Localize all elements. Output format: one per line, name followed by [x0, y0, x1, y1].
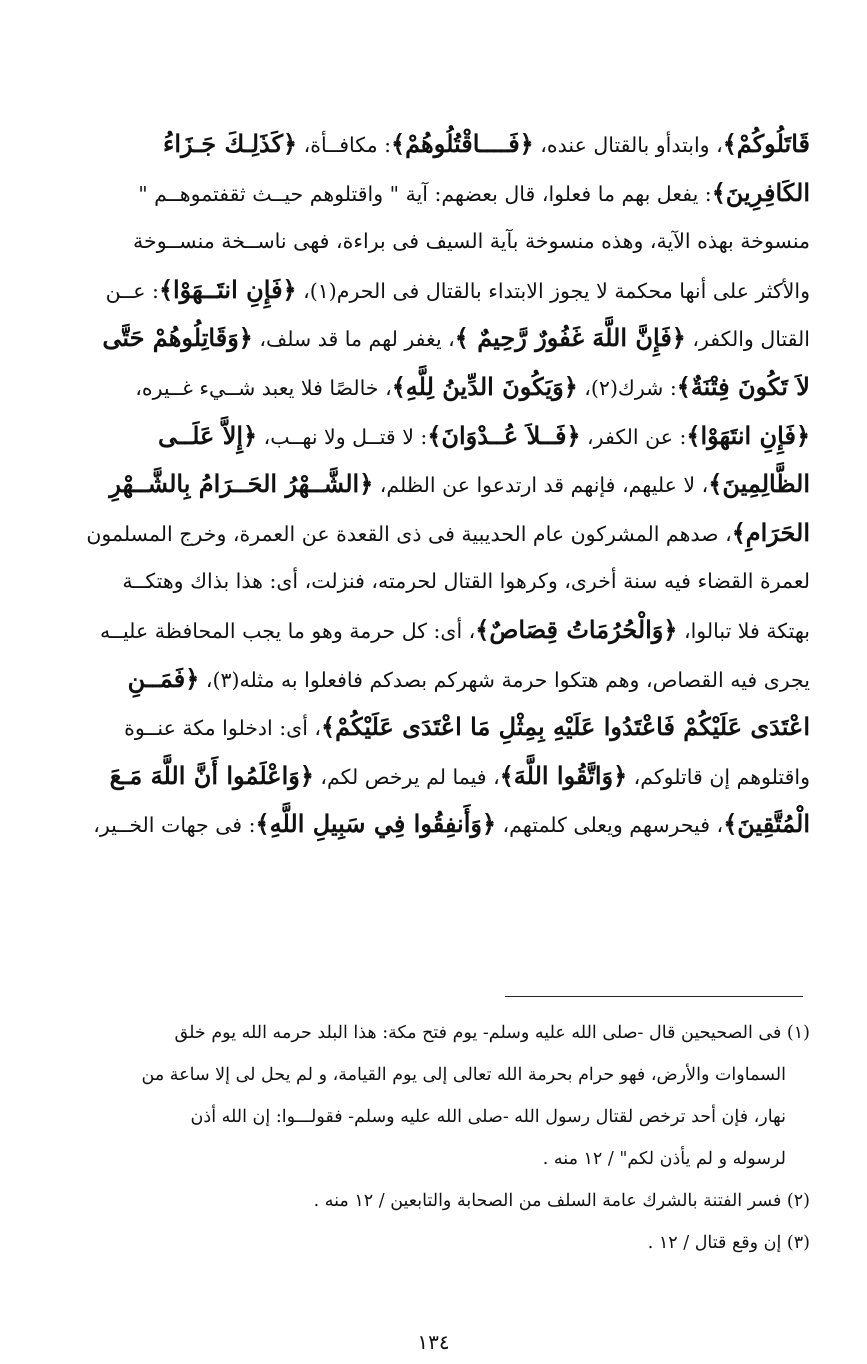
text-line — [58, 655, 810, 704]
commentary-text: واقتلوهم إن قاتلوكم، — [627, 764, 810, 789]
text-line — [58, 266, 810, 315]
commentary-text: : شرك(٢)، — [577, 375, 677, 400]
quran-quote: ﴿وَيَكُونَ الدِّينُ لِلَّهِ﴾ — [391, 371, 578, 401]
commentary-text: : يفعل بهم ما فعلوا، قال بعضهم: آية " واقتلوهم حيــث ثقفتموهــم " — [138, 181, 712, 206]
quran-quote: ﴿وَاتَّقُوا اللَّهَ﴾ — [499, 760, 628, 790]
text-line — [58, 169, 810, 218]
commentary-text: ، صدهم المشركون عام الحديبية فى ذى القعدة عن العمرة، وخرج المسلمون — [86, 521, 732, 546]
footnotes — [58, 1012, 810, 1264]
quran-quote: ﴿إِلاَّ عَلَــى — [158, 420, 258, 450]
quran-quote: ﴿فَمَــنِ — [127, 663, 200, 693]
quran-quote: الكَافِرِينَ﴾ — [711, 177, 810, 207]
text-line — [58, 606, 810, 655]
commentary-text: ، خالصًا فلا يعبد شــيء غــيره، — [135, 375, 392, 400]
quran-quote: قَاتَلُوكُمْ﴾ — [722, 129, 810, 158]
text-line — [58, 557, 810, 606]
text-line — [58, 363, 810, 412]
footnote-line: (٣) إن وقع قتال / ١٢ . — [647, 1233, 810, 1253]
commentary-text: ، وابتدأو بالقتال عنده، — [533, 133, 723, 157]
commentary-text: ، لا عليهم، فإنهم قد ارتدعوا عن الظلم، — [373, 473, 709, 498]
commentary-text: ، فيحرسهم ويعلى كلمتهم، — [496, 813, 724, 838]
page-number: ١٣٤ — [417, 1330, 450, 1354]
commentary-text: يجرى فيه القصاص، وهم هتكوا حرمة شهركم بصدكم فافعلوا به مثله(٣)، — [199, 667, 810, 692]
footnote-line: نهار، فإن أحد ترخص لقتال رسول الله -صلى الله عليه وسلم- فقولـــوا: إن الله أذن — [190, 1107, 786, 1127]
commentary-text: : لا قتــل ولا نهــب، — [257, 424, 428, 449]
quran-quote: الْمُتَّقِينَ﴾ — [723, 809, 810, 839]
quran-quote: لاَ تَكُونَ فِتْنَةٌ﴾ — [676, 371, 810, 401]
footnote-line: السماوات والأرض، فهو حرام بحرمة الله تعالى إلى يوم القيامة، و لم يحل لى إلا ساعة من — [141, 1065, 786, 1085]
quran-quote: ﴿الشَّــهْرُ الحَــرَامُ بِالشَّــهْرِ — [109, 469, 374, 499]
text-line — [58, 217, 810, 266]
text-line — [58, 800, 810, 849]
commentary-text: : عن الكفر، — [580, 424, 687, 449]
footnote-line: (١) فى الصحيحين قال -صلى الله عليه وسلم- يوم فتح مكة: هذا البلد حرمه الله يوم خلق — [174, 1023, 810, 1043]
quran-quote: ﴿وَالْحُرُمَاتُ قِصَاصٌ﴾ — [475, 614, 678, 644]
commentary-text: والأكثر على أنها محكمة لا يجوز الابتداء بالقتال فى الحرم(١)، — [296, 278, 810, 303]
text-line — [58, 752, 810, 801]
commentary-text: ، أى: كل حرمة وهو ما يجب المحافظة عليــه — [99, 618, 476, 643]
text-line — [58, 460, 810, 509]
quran-quote: الظَّالِمِينَ﴾ — [708, 469, 810, 499]
text-line — [58, 412, 810, 461]
footnote-separator — [505, 996, 803, 997]
quran-quote: ﴿وَقَاتِلُوهُمْ حَتَّى — [102, 323, 253, 353]
footnote-line: (٢) فسر الفتنة بالشرك عامة السلف من الصحابة والتابعين / ١٢ منه . — [313, 1191, 810, 1211]
text-line — [58, 314, 810, 363]
commentary-text: ، يغفر لهم ما قد سلف، — [252, 327, 455, 352]
quran-quote: ﴿فَــلاَ عُــدْوَانَ﴾ — [427, 420, 581, 450]
main-text — [58, 120, 810, 849]
quran-quote: اعْتَدَى عَلَيْكُمْ فَاعْتَدُوا عَلَيْهِ بِمِثْلِ مَا اعْتَدَى عَلَيْكُمْ﴾ — [321, 712, 810, 742]
commentary-text: ، أى: ادخلوا مكة عنــوة — [124, 716, 322, 741]
quran-quote: ﴿فَإِنِ انتَــهَوْا﴾ — [158, 274, 297, 304]
commentary-text: القتال والكفر، — [685, 327, 810, 352]
quran-quote: ﴿كَذَلِـكَ جَـزَاءُ — [163, 129, 298, 158]
commentary-text: : فى جهات الخــير، — [93, 813, 256, 838]
quran-quote: الحَرَامِ﴾ — [731, 517, 810, 547]
commentary-text: : مكافــأة، — [297, 133, 392, 157]
commentary-text: لعمرة القضاء فيه سنة أخرى، وكرهوا القتال لحرمته، فنزلت، أى: هذا بذاك وهتكــة — [122, 569, 810, 594]
quran-quote: ﴿فَإِنِ انتَهَوْا﴾ — [686, 420, 810, 450]
commentary-text: : عــن — [105, 278, 159, 303]
commentary-text: بهتكة فلا تبالوا، — [677, 618, 810, 643]
commentary-text: ، فيما لم يرخص لكم، — [313, 764, 500, 789]
quran-quote: ﴿وَأَنفِقُوا فِي سَبِيلِ اللَّهِ﴾ — [255, 809, 497, 839]
quran-quote: ﴿وَاعْلَمُوا أَنَّ اللَّهَ مَـعَ — [109, 760, 314, 790]
footnote-line: لرسوله و لم يأذن لكم" / ١٢ منه . — [542, 1149, 786, 1169]
commentary-text: منسوخة بهذه الآية، وهذه منسوخة بآية السيف فى براءة، فهى ناســخة منســوخة — [133, 229, 810, 254]
text-line — [58, 703, 810, 752]
text-line — [58, 120, 810, 169]
quran-quote: ﴿فَــــاقْتُلُوهُمْ﴾ — [391, 129, 534, 158]
text-line — [58, 509, 810, 558]
quran-quote: ﴿فَإِنَّ اللَّهَ غَفُورٌ رَّحِيمٌ ﴾ — [454, 323, 686, 353]
